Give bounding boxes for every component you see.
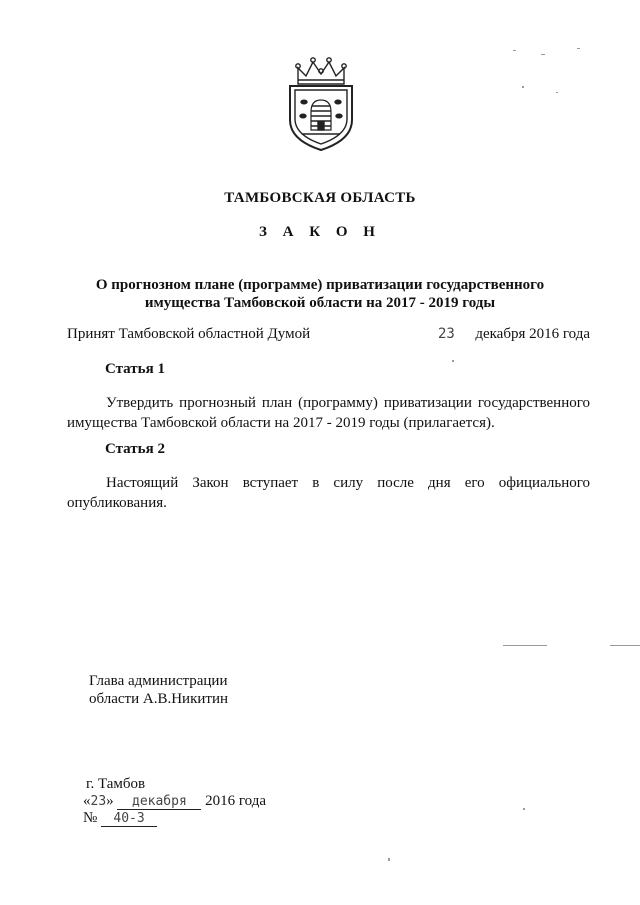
- scan-artifact-dot: [523, 808, 525, 810]
- article-2-text: Настоящий Закон вступает в силу после дня его официального опубликования.: [67, 475, 590, 511]
- signing-year: 2016 года: [205, 793, 267, 809]
- open-quote: «: [83, 793, 91, 809]
- law-number-handwritten: 40-З: [101, 811, 157, 827]
- signatory-name: области А.В.Никитин: [89, 691, 229, 707]
- scan-artifact-dot: [522, 86, 524, 88]
- adoption-month-year: декабря 2016 года: [475, 326, 590, 342]
- scan-artifact-dot: [388, 858, 390, 861]
- article-1-text: Утвердить прогнозный план (программу) приватизации государственного имущества Тамбовской области на 2017 - 2019 годы (прилагается).: [67, 395, 590, 431]
- signatory-position: Глава администрации: [89, 673, 228, 689]
- adoption-day-handwritten: 23: [438, 326, 455, 342]
- signing-month-handwritten: декабря: [117, 794, 201, 810]
- scan-artifact-dot: [541, 54, 545, 55]
- place-of-signing: г. Тамбов: [86, 776, 146, 792]
- scan-artifact-line: [503, 645, 547, 646]
- scan-artifact-dot: [513, 50, 516, 51]
- article-1-heading: Статья 1: [105, 361, 165, 377]
- signing-date-line: [83, 793, 266, 810]
- scan-artifact-dot: [452, 360, 454, 362]
- scan-artifact-dot: [556, 92, 558, 93]
- law-subject-title: О прогнозном плане (программе) приватизации государственного имущества Тамбовской области на 2017 - 2019 годы: [95, 277, 545, 311]
- document-type-title: З А К О Н: [259, 224, 381, 240]
- region-title: ТАМБОВСКАЯ ОБЛАСТЬ: [224, 190, 416, 206]
- article-2-heading: Статья 2: [105, 441, 165, 457]
- number-sign: №: [83, 810, 98, 826]
- adopted-by-text: Принят Тамбовской областной Думой: [67, 326, 311, 342]
- signature-block: [89, 672, 228, 708]
- close-quote: »: [106, 793, 114, 809]
- signing-day-handwritten: 23: [90, 794, 107, 809]
- scan-artifact-dot: [577, 48, 580, 49]
- adoption-line: [67, 326, 590, 346]
- scan-artifact-line: [610, 645, 640, 646]
- law-number-line: [83, 810, 157, 827]
- coat-of-arms-emblem: [284, 54, 358, 152]
